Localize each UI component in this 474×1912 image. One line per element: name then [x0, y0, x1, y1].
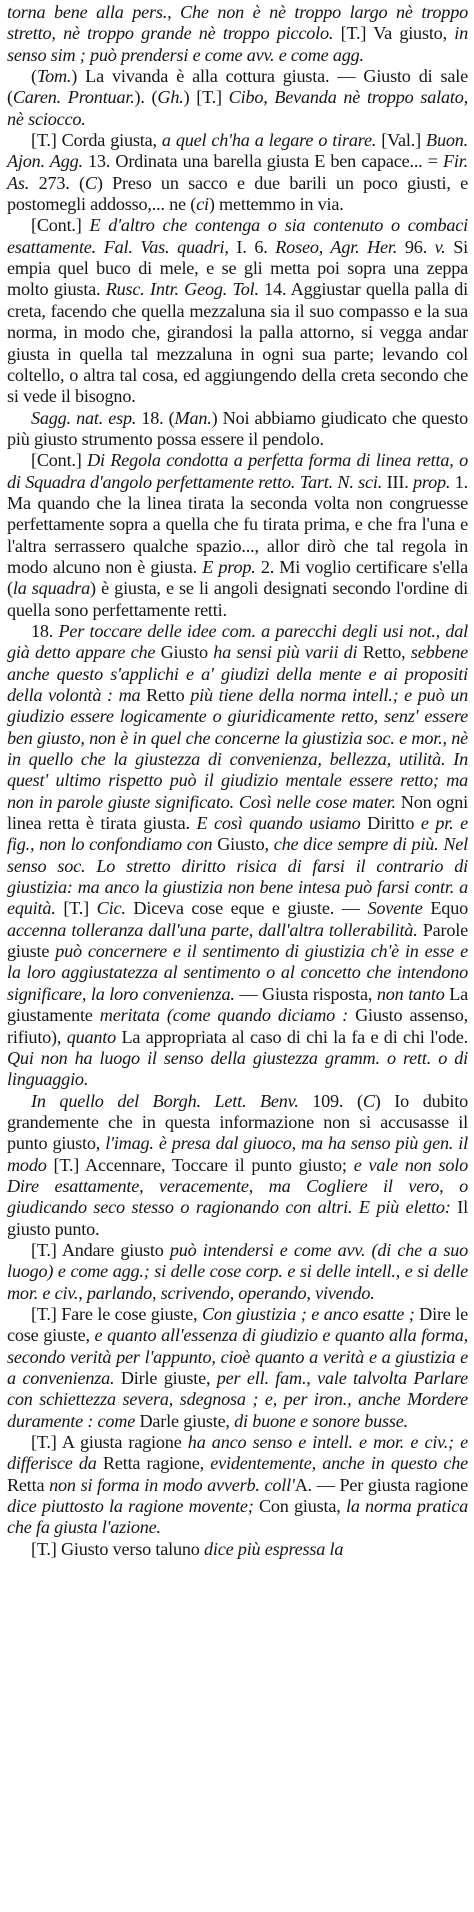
italic-text-run: ha sensi più varii di [213, 642, 358, 663]
entry-paragraph [7, 130, 468, 215]
text-run: Dire le cose giuste, [7, 1303, 469, 1346]
text-run: [Val.] [376, 130, 427, 151]
italic-text-run: E così quando usiamo [196, 813, 361, 834]
italic-text-run: meritata (come quando diciamo : [99, 1005, 349, 1026]
text-run: 96. [397, 236, 435, 257]
italic-text-run: non si forma in modo avverb. coll' [49, 1474, 295, 1495]
text-run: I. 6. [228, 236, 276, 257]
text-run: [T.] Giusto verso taluno [31, 1538, 204, 1559]
italic-text-run: E prop. [202, 556, 256, 577]
text-run: [T.] Fare le cose giuste, [31, 1303, 202, 1324]
italic-text-run: ci [196, 194, 209, 215]
entry-paragraph [7, 408, 468, 451]
italic-text-run: che dice sempre di più. Nel senso soc. Lo stretto diritto risica di farsi il contrario di giustizia: ma anco la giustizia non bene intesa può farsi contr. a equità. [7, 834, 468, 919]
text-run: A. — Per giusta ragione [294, 1474, 468, 1495]
text-run: ) Io dubito grandemente che in questa informazione non si accusasse il punto giusto, [7, 1090, 468, 1154]
italic-text-run: Roseo, Agr. Her. [275, 236, 398, 257]
entry-paragraph [7, 1432, 468, 1539]
italic-text-run: sebbene anche questo s'applichi e a' giudizi della mente e ai propositi della volontà : ma [7, 642, 468, 705]
text-run: III. [382, 471, 414, 492]
text-run: 14. Aggiustar quella palla di creta, facendo che quella mezzaluna sia il suo compasso e la sua norma, in modo che, girandosi la palla attorno, si vegga andar giusta in quella tal mezzaluna in ogni sua parte; levando col coltello, o altra tal cosa, ed aggiungendo della creta secondo che si vede il bisogno. [7, 279, 468, 407]
text-run: Diritto [360, 813, 421, 834]
italic-text-run: Per toccare delle idee com. a parecchi degli usi not., dal già detto appare che [7, 620, 468, 663]
entry-paragraph [7, 1240, 468, 1304]
entry-paragraph [7, 66, 468, 130]
text-run: Si empia quel buco di mele, e se gli metta poi sopra una zeppa molto giusta. [7, 236, 468, 300]
text-run: [T.] A giusta ragione [31, 1432, 188, 1453]
text-run: Dirle giuste, [114, 1368, 217, 1388]
italic-text-run: Di Regola condotta a perfetta forma di linea retta, o di Squadra d'angolo perfettamente retto. Tart. N. sci. [7, 450, 468, 492]
text-run: Darle giuste, [135, 1410, 235, 1431]
text-run: Retta [7, 1474, 50, 1495]
italic-text-run: la squadra [12, 578, 91, 599]
italic-text-run: l'imag. è presa dal giuoco, ma ha senso più gen. il modo [7, 1133, 468, 1175]
text-run: Giusto, [212, 834, 274, 855]
text-run: [T.] Accennare, Toccare il punto giusto; [46, 1154, 354, 1175]
entry-paragraph [7, 2, 468, 66]
text-run: Retta ragione, [96, 1453, 211, 1474]
text-run: Con giusta, [253, 1496, 346, 1517]
text-run: 2. Mi voglio certificare s'ella ( [7, 556, 468, 599]
text-run: ) [T.] [183, 87, 229, 108]
italic-text-run: in senso sim ; può prendersi e come avv. e come agg. [7, 23, 468, 65]
text-run: 18. [31, 620, 59, 641]
italic-text-run: Sovente [367, 898, 423, 919]
entry-paragraph [7, 621, 468, 1091]
italic-text-run: Qui non ha luogo il senso della giustezza gramm. o rett. o di linguaggio. [7, 1047, 468, 1090]
text-run: ) Preso un sacco e due barili un poco giusti, e postomegli addosso,... ne ( [7, 172, 468, 215]
entry-paragraph [7, 450, 468, 621]
text-run: La giustamente [7, 983, 469, 1026]
text-run: 18. ( [136, 407, 175, 428]
italic-text-run: Caren. Prontuar. [12, 87, 135, 108]
italic-text-run: Cibo, Bevanda nè troppo salato, nè sciocco. [7, 87, 468, 129]
italic-text-run: prop. [413, 471, 451, 492]
italic-text-run: e pr. e fig., non lo confondiamo con [7, 813, 468, 855]
italic-text-run: ha anco senso e intell. e mor. e civ.; e differisce da [7, 1432, 468, 1474]
italic-text-run: Tom. [36, 66, 72, 87]
italic-text-run: v. [434, 236, 446, 257]
text-run: 273. ( [29, 172, 85, 193]
italic-text-run: accenna tolleranza dall'una parte, dall'altra tollerabilità. [7, 919, 418, 940]
text-run: 1. Ma quando che la linea tirata la seconda volta non congruesse perfettamente sopra a quella che fu tirata prima, e che fra l'una e l'altra serrassero qualche spazio..., allor dirò che tal regola in modo alcuno non è giusta. [7, 471, 468, 577]
italic-text-run: E d'altro che contenga o sia contenuto o combaci esattamente. Fal. Vas. quadri, [7, 215, 468, 257]
italic-text-run: può intendersi e come avv. (di che a suo luogo) e come agg.; si delle cose corp. e si delle intell., e si delle mor. e civ., parlando, scrivendo, operando, vivendo. [7, 1239, 468, 1303]
italic-text-run: Rusc. Intr. Geog. Tol. [105, 279, 259, 300]
text-run: Retto [140, 685, 191, 705]
italic-text-run: evidentemente, anche in questo che [210, 1453, 468, 1474]
text-run: — Giusta risposta, [234, 983, 377, 1004]
italic-text-run: Gh. [157, 87, 184, 108]
text-run: [T.] Andare giusto [31, 1239, 170, 1260]
text-run: ( [31, 66, 37, 87]
text-run: [T.] [55, 898, 97, 919]
text-run: [Cont.] [31, 215, 90, 236]
text-run: Giusto assenso, rifiuto), [7, 1005, 469, 1047]
italic-text-run: a quel ch'ha a legare o tirare. [161, 130, 377, 151]
text-run: ) Noi abbiamo giudicato che questo più giusto strumento possa essere il pendolo. [7, 407, 468, 449]
italic-text-run: C [362, 1090, 375, 1111]
entry-paragraph [7, 215, 468, 407]
text-run: Non ogni linea retta è tirata giusta. [7, 791, 468, 834]
italic-text-run: per ell. fam., vale talvolta Parlare con schiettezza severa, sdegnosa ; e, per iron., anche Mordere duramente : come [7, 1368, 468, 1431]
text-run: La appropriata al caso di chi la fa e di chi l'ode. [116, 1026, 468, 1047]
text-run: [T.] Va giusto, [340, 23, 455, 44]
italic-text-run: più tiene della norma intell.; e può un giudizio essere logicamente o giuridicamente retto, senz' essere ben giusto, non è in quel che concerne la giustizia soc. e mor., nè in quello che la giustezza di convenienza, bellezza, utilità. In quest' ultimo rispetto può il giudizio mentale essere retto; ma non in parole giuste significato. Così nelle cose mater. [7, 685, 468, 812]
text-run: 109. ( [298, 1090, 363, 1111]
italic-text-run: In quello del Borgh. Lett. Benv. [31, 1090, 299, 1111]
text-run: Parole giuste [7, 919, 468, 962]
italic-text-run: può concernere e il sentimento di giustizia ch'è in esse e la loro aggiustatezza al sentimento o al concetto che intendono significare, la loro convenienza. [7, 941, 468, 1004]
text-run: ). ( [134, 87, 158, 108]
italic-text-run: Cic. [96, 898, 126, 919]
italic-text-run: Con giustizia ; e anco esatte ; [202, 1303, 415, 1324]
italic-text-run: non tanto [376, 983, 445, 1004]
text-run: Giusto [155, 642, 214, 663]
entry-paragraph [7, 1539, 468, 1560]
text-run: Retto, [357, 642, 411, 663]
entry-paragraph [7, 1304, 468, 1432]
italic-text-run: la norma pratica che fa giusta l'azione. [7, 1496, 469, 1538]
italic-text-run: Fir. As. [7, 151, 468, 193]
italic-text-run: Man. [174, 407, 212, 428]
italic-text-run: e vale non solo Dire esattamente, veracemente, ma Cogliere il vero, o giudicando seco stesso o ragionando con altri. E più eletto: [7, 1154, 468, 1218]
text-run: ) mettemmo in via. [208, 194, 344, 215]
italic-text-run: di buone e sonore busse. [234, 1410, 408, 1431]
italic-text-run: torna bene alla pers., Che non è nè troppo largo nè troppo stretto, nè troppo grande nè troppo piccolo. [7, 2, 468, 44]
italic-text-run: Buon. Ajon. Agg. [7, 130, 468, 172]
text-run: ) La vivanda è alla cottura giusta. — Giusto di sale ( [7, 66, 468, 108]
text-run: 13. Ordinata una barella giusta E ben capace... = [82, 151, 443, 172]
italic-text-run: C [84, 172, 97, 193]
text-run: [Cont.] [31, 450, 88, 471]
text-run: [T.] Corda giusta, [31, 130, 162, 151]
italic-text-run: dice piuttosto la ragione movente; [7, 1496, 254, 1517]
entry-paragraph [7, 1091, 468, 1240]
text-run: ) è giusta, e se li angoli designati secondo l'ordine di quella sono perfettamente retti. [7, 578, 468, 620]
italic-text-run: quanto [66, 1026, 117, 1047]
italic-text-run: Sagg. nat. esp. [31, 407, 137, 428]
text-run: Il giusto punto. [7, 1197, 468, 1239]
text-run: Equo [422, 898, 468, 919]
text-run: Diceva cose eque e giuste. — [125, 898, 368, 919]
italic-text-run: e quanto all'essenza di giudizio e quanto alla forma, secondo verità per l'appunto, cioè quanto a verità e a giustizia e a convenienza. [7, 1325, 468, 1388]
italic-text-run: dice più espressa la [203, 1538, 344, 1559]
